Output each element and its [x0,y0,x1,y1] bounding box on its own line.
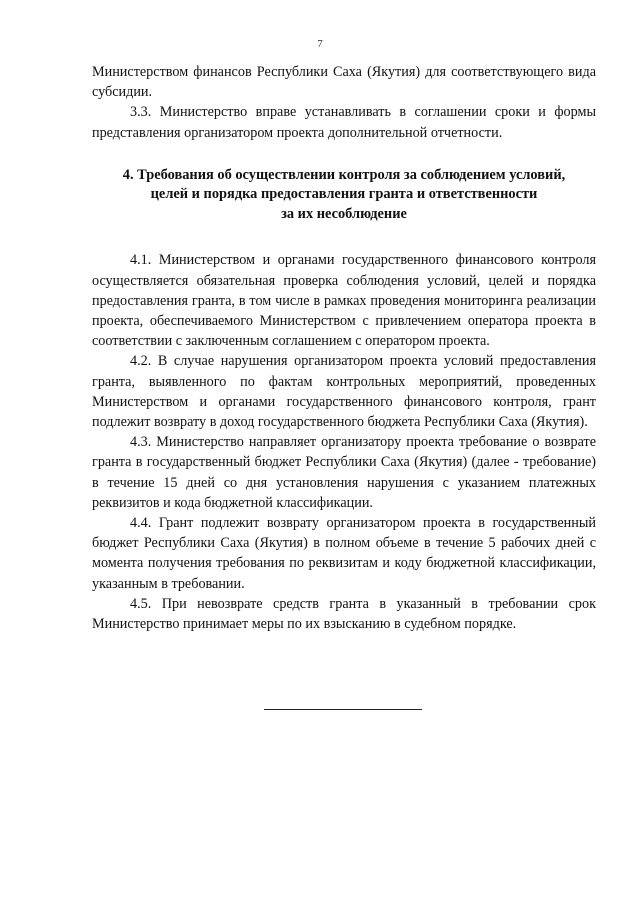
section-heading-line-2: целей и порядка предоставления гранта и ответственности [150,186,538,203]
section-heading-line-1: 4. Требования об осуществлении контроля за соблюдением условий, [122,166,566,183]
paragraph-3-3: 3.3. Министерство вправе устанавливать в соглашении сроки и формы представления организатором проекта дополнительной отчетности. [92,104,596,141]
paragraph-4-2: 4.2. В случае нарушения организатором проекта условий предоставления гранта, выявленного по фактам контрольных мероприятий, проведенных Министерством и органами государственного финансового контроля, грант подлежит возврату в доход государственного бюджета Республики Саха (Якутия). [92,353,596,430]
document-body [92,62,596,634]
paragraph-4-3: 4.3. Министерство направляет организатору проекта требование о возврате гранта в государственный бюджет Республики Саха (Якутия) (далее - требование) в течение 15 дней со дня установления нарушения с указанием платежных реквизитов и кода бюджетной классификации. [92,434,596,511]
continuation-paragraph: Министерством финансов Республики Саха (Якутия) для соответствующего вида субсидии. [92,64,596,101]
section-heading-line-3: за их несоблюдение [281,205,407,222]
paragraph-4-1: 4.1. Министерством и органами государственного финансового контроля осуществляется обязательная проверка соблюдения условий, целей и порядка предоставления гранта, в том числе в рамках проведения мониторинга реализации проекта, обеспечиваемого Министерством с привлечением оператора проекта в соответствии с заключенным соглашением с оператором проекта. [92,252,596,350]
paragraph-4-5: 4.5. При невозврате средств гранта в указанный в требовании срок Министерство принимает меры по их взысканию в судебном порядке. [92,595,596,632]
end-of-document-rule [264,709,422,710]
page-number: 7 [317,38,323,50]
paragraph-4-4: 4.4. Грант подлежит возврату организатором проекта в государственный бюджет Республики Саха (Якутия) в полном объеме в течение 5 рабочих дней с момента получения требования по реквизитам и коду бюджетной классификации, указанным в требовании. [92,514,596,592]
section-heading [92,166,596,225]
